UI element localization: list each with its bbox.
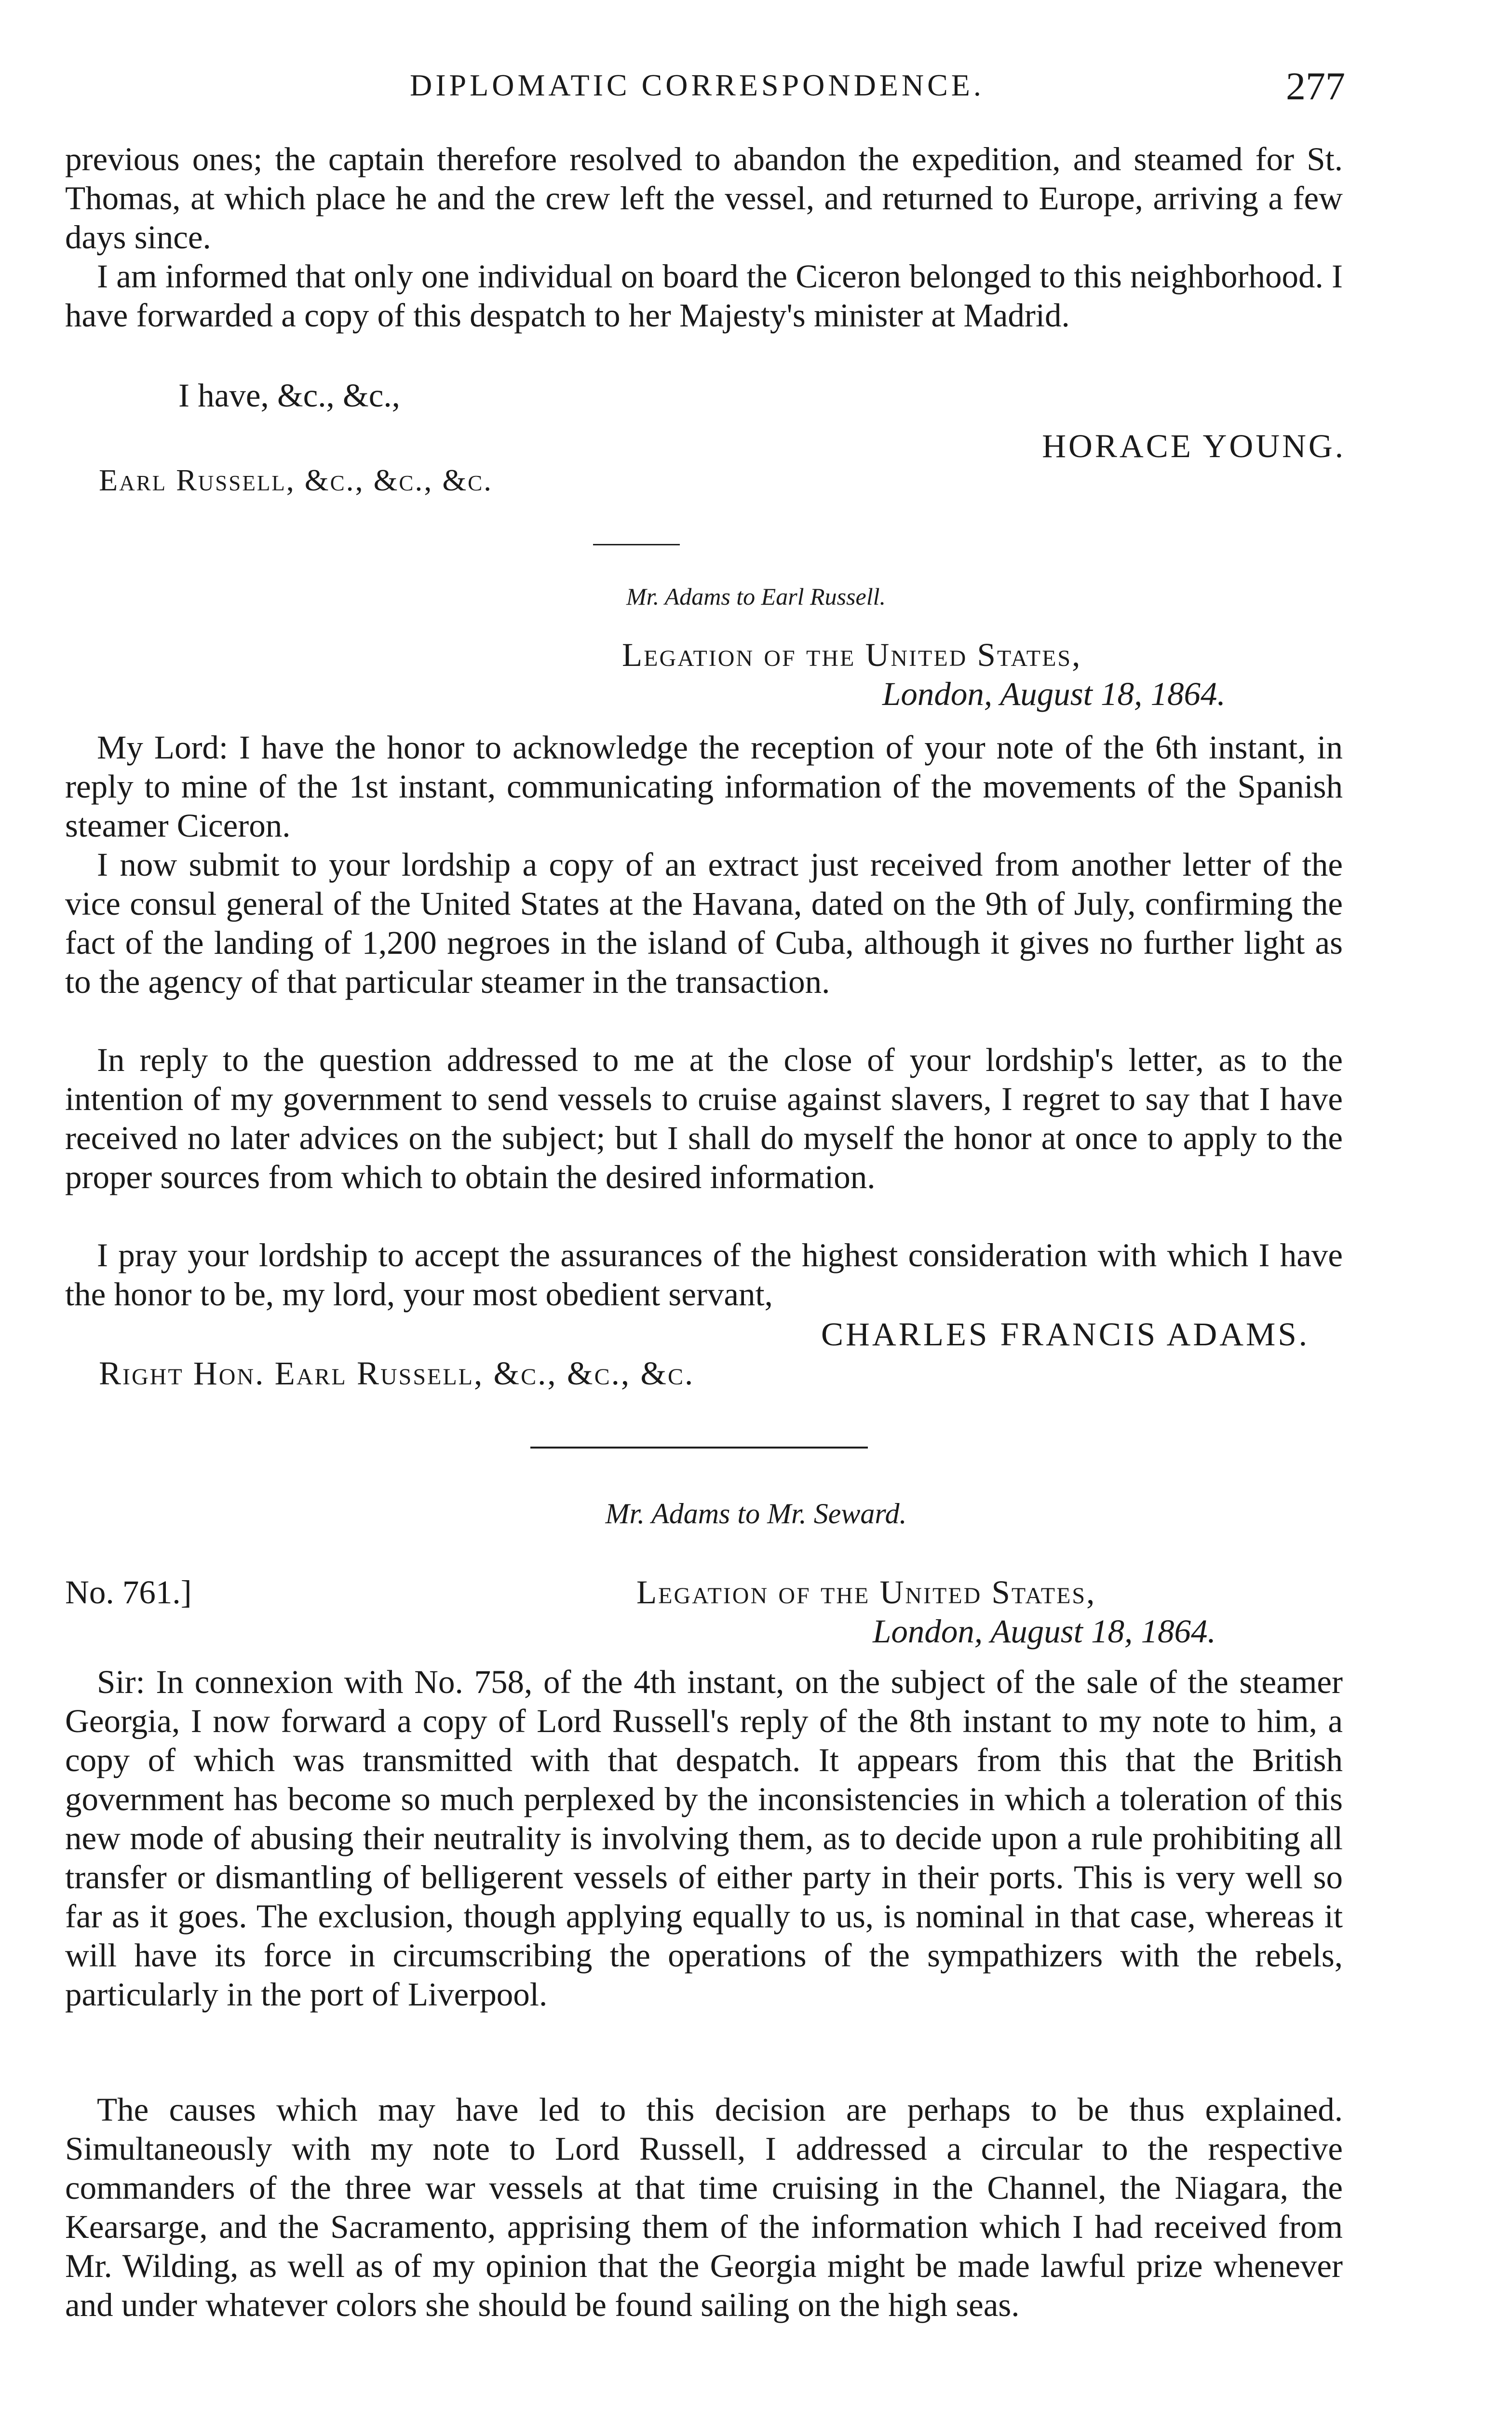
paragraph: I am informed that only one individual on board the Ciceron belonged to this neighborhood. I have forwarded a copy of this despatch to her Majesty's minister at Madrid. [65,258,1343,334]
paragraph: In reply to the question addressed to me at the close of your lordship's letter, as to the intention of my government to send vessels to cruise against slavers, I regret to say that I have received no later advices on the subject; but I shall do myself the honor at once to apply to the proper sources from which to obtain the desired information. [65,1042,1343,1195]
running-title: DIPLOMATIC CORRESPONDENCE. [410,68,985,102]
legation-line: Legation of the United States, [636,1574,1096,1611]
signature: HORACE YOUNG. [1042,428,1346,464]
despatch-number: No. 761.] [65,1574,192,1611]
legation-line: Legation of the United States, [622,637,1082,673]
paragraph: My Lord: I have the honor to acknowledge the reception of your note of the 6th instant, in reply to mine of the 1st instant, communicating information of the movements of the Spanish steamer Ciceron. [65,729,1343,844]
addressee: Right Hon. Earl Russell, &c., &c., &c. [99,1355,695,1392]
letter-heading: Mr. Adams to Mr. Seward. [605,1498,907,1530]
paragraph: Sir: In connexion with No. 758, of the 4th instant, on the subject of the sale of the steamer Georgia, I now forward a copy of Lord Russell's reply of the 8th instant to my note to him, a copy of which was transmitted with that despatch. It appears from this that the British government has become so much perplexed by the inconsistencies in which a toleration of this new mode of abusing their neutrality is involving them, as to decide upon a rule prohibiting all transfer or dismantling of belligerent vessels of either party in their ports. This is very well so far as it goes. The exclusion, though applying equally to us, is nominal in that case, whereas it will have its force in circumscribing the operations of the sympathizers with the rebels, particularly in the port of Liverpool. [65,1664,1343,2013]
paragraph: I pray your lordship to accept the assurances of the highest consideration with which I have the honor to be, my lord, your most obedient servant, [65,1237,1343,1313]
dateline: London, August 18, 1864. [882,676,1226,712]
page-number: 277 [1286,64,1345,108]
dateline: London, August 18, 1864. [873,1613,1216,1650]
separator-rule [593,544,680,545]
paragraph: The causes which may have led to this decision are perhaps to be thus explained. Simultaneously with my note to Lord Russell, I addressed a circular to the respective commanders of the three war vessels at that time cruising in the Channel, the Niagara, the Kearsarge, and the Sacramento, apprising them of the information which I had received from Mr. Wilding, as well as of my opinion that the Georgia might be made lawful prize whenever and under whatever colors she should be found sailing on the high seas. [65,2091,1343,2323]
separator-rule [530,1447,868,1449]
running-head [72,64,1345,121]
letter-heading: Mr. Adams to Earl Russell. [626,583,886,610]
paragraph: I now submit to your lordship a copy of an extract just received from another letter of the vice consul general of the United States at the Havana, dated on the 9th of July, confirming the fact of the landing of 1,200 negroes in the island of Cuba, although it gives no further light as to the agency of that particular steamer in the transaction. [65,846,1343,1000]
signature: CHARLES FRANCIS ADAMS. [821,1316,1310,1353]
closing-formula: I have, &c., &c., [178,377,400,414]
paragraph: previous ones; the captain therefore resolved to abandon the expedition, and steamed for St. Thomas, at which place he and the crew left the vessel, and returned to Europe, arriving a few days since. [65,141,1343,256]
addressee: Earl Russell, &c., &c., &c. [99,463,493,497]
